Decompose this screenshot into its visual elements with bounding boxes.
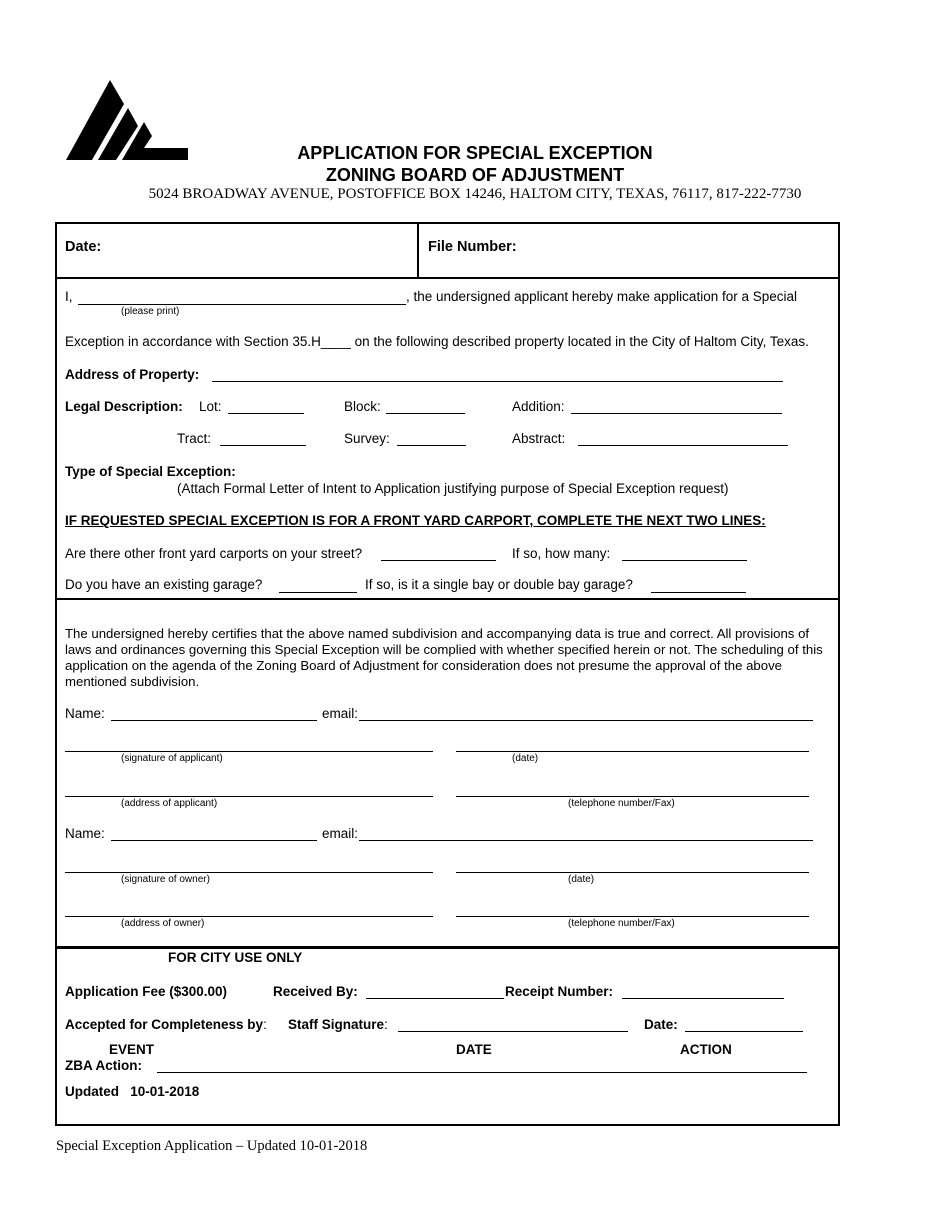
statement-tail: , the undersigned applicant hereby make application for a Special: [406, 289, 797, 304]
lot-field[interactable]: [228, 413, 304, 414]
action-column-header: ACTION: [680, 1042, 732, 1057]
page-footer: Special Exception Application – Updated 10-01-2018: [56, 1138, 368, 1154]
owner-date-field[interactable]: [456, 872, 809, 873]
bay-question: If so, is it a single bay or double bay garage?: [365, 577, 633, 592]
addition-field[interactable]: [571, 413, 782, 414]
type-of-exception-label: Type of Special Exception:: [65, 464, 236, 479]
applicant-address-caption: (address of applicant): [121, 798, 218, 809]
carport-heading: IF REQUESTED SPECIAL EXCEPTION IS FOR A FRONT YARD CARPORT, COMPLETE THE NEXT TWO LINES:: [65, 513, 766, 528]
applicant-telephone-caption: (telephone number/Fax): [568, 798, 675, 809]
accepted-colon: :: [263, 1017, 267, 1032]
page-subtitle: ZONING BOARD OF ADJUSTMENT: [325, 165, 625, 185]
tract-field[interactable]: [220, 445, 306, 446]
date-file-divider: [417, 222, 419, 278]
staff-signature-colon: :: [384, 1017, 388, 1032]
received-by-field[interactable]: [366, 998, 504, 999]
certification-divider: [55, 598, 840, 600]
survey-label: Survey:: [344, 431, 390, 446]
date-column-header: DATE: [456, 1042, 492, 1057]
address-of-property-field[interactable]: [212, 381, 783, 382]
garage-answer-field[interactable]: [279, 592, 357, 593]
event-column-header: EVENT: [109, 1042, 155, 1057]
staff-signature-label: [288, 1017, 388, 1032]
owner-name-label: Name:: [65, 826, 105, 841]
survey-field[interactable]: [397, 445, 466, 446]
tract-label: Tract:: [177, 431, 212, 446]
top-row-divider: [55, 277, 840, 279]
owner-address-caption: (address of owner): [121, 918, 205, 929]
applicant-name-label: Name:: [65, 706, 105, 721]
owner-date-caption: (date): [568, 874, 595, 885]
how-many-field[interactable]: [622, 560, 747, 561]
owner-signature-caption: (signature of owner): [121, 874, 210, 885]
applicant-date-field[interactable]: [456, 751, 809, 752]
updated-date: Updated 10-01-2018: [65, 1084, 200, 1099]
application-fee-label: Application Fee ($300.00): [65, 984, 228, 999]
abstract-label: Abstract:: [512, 431, 566, 446]
city-use-divider: [55, 946, 840, 949]
completeness-date-label: Date:: [644, 1017, 678, 1032]
accepted-label: [65, 1017, 267, 1032]
carport-question: Are there other front yard carports on your street?: [65, 546, 363, 561]
receipt-number-label: Receipt Number:: [505, 984, 614, 999]
city-use-heading: FOR CITY USE ONLY: [168, 950, 303, 965]
applicant-name-field[interactable]: [78, 304, 406, 305]
applicant-address-field[interactable]: [65, 796, 433, 797]
office-address: 5024 BROADWAY AVENUE, POSTOFFICE BOX 14246, HALTOM CITY, TEXAS, 76117, 817-222-7730: [148, 186, 802, 202]
owner-name-input[interactable]: [111, 840, 317, 841]
receipt-number-field[interactable]: [622, 998, 784, 999]
lot-label: Lot:: [199, 399, 222, 414]
accepted-text: Accepted for Completeness by: [65, 1017, 264, 1032]
how-many-label: If so, how many:: [512, 546, 611, 561]
file-number-field-label[interactable]: File Number:: [428, 239, 517, 255]
i-prefix: I,: [65, 289, 73, 304]
owner-telephone-caption: (telephone number/Fax): [568, 918, 675, 929]
owner-telephone-field[interactable]: [456, 916, 809, 917]
applicant-signature-field[interactable]: [65, 751, 433, 752]
address-of-property-label: Address of Property:: [65, 367, 200, 382]
owner-address-field[interactable]: [65, 916, 433, 917]
owner-signature-field[interactable]: [65, 872, 433, 873]
applicant-date-caption: (date): [512, 753, 539, 764]
applicant-signature-caption: (signature of applicant): [121, 753, 223, 764]
owner-email-input[interactable]: [359, 840, 813, 841]
owner-email-label: email:: [322, 826, 359, 841]
exception-section-line: Exception in accordance with Section 35.H____ on the following described property located in the City of Haltom City, Texas.: [65, 334, 809, 349]
block-label: Block:: [344, 399, 381, 414]
attach-letter-note: (Attach Formal Letter of Intent to Application justifying purpose of Special Exception request): [177, 481, 729, 496]
certification-paragraph: The undersigned hereby certifies that the above named subdivision and accompanying data is true and correct. All provisions of laws and ordinances governing this Special Exception will be complied with whether specified herein or not. The scheduling of this application on the agenda of the Zoning Board of Adjustment for consideration does not presume the approval of the above mentioned subdivision.: [65, 626, 823, 689]
date-field-label[interactable]: Date:: [65, 239, 102, 255]
block-field[interactable]: [386, 413, 465, 414]
staff-signature-text: Staff Signature: [288, 1017, 385, 1032]
zba-action-label: ZBA Action:: [65, 1058, 142, 1073]
applicant-email-input[interactable]: [359, 720, 813, 721]
abstract-field[interactable]: [578, 445, 788, 446]
garage-question: Do you have an existing garage?: [65, 577, 263, 592]
applicant-email-label: email:: [322, 706, 359, 721]
legal-description-label: Legal Description:: [65, 399, 183, 414]
addition-label: Addition:: [512, 399, 565, 414]
please-print-caption: (please print): [121, 306, 180, 317]
carport-answer-field[interactable]: [381, 560, 496, 561]
zba-action-field[interactable]: [157, 1072, 807, 1073]
received-by-label: Received By:: [273, 984, 358, 999]
staff-signature-field[interactable]: [398, 1031, 628, 1032]
completeness-date-field[interactable]: [685, 1031, 803, 1032]
bay-answer-field[interactable]: [651, 592, 746, 593]
page-title: APPLICATION FOR SPECIAL EXCEPTION: [297, 143, 653, 163]
applicant-name-input[interactable]: [111, 720, 317, 721]
applicant-telephone-field[interactable]: [456, 796, 809, 797]
